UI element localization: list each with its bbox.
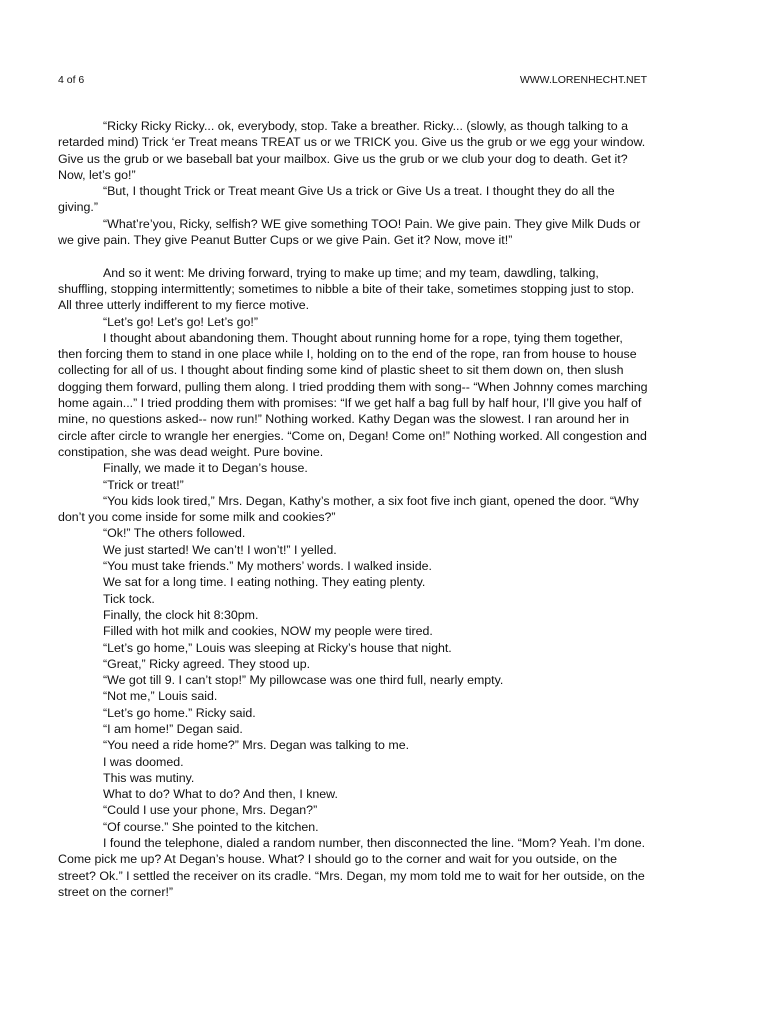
paragraph: “We got till 9. I can’t stop!” My pillowcase was one third full, nearly empty. <box>103 673 504 688</box>
paragraph: “You need a ride home?” Mrs. Degan was talking to me. <box>103 738 410 753</box>
paragraph: “Could I use your phone, Mrs. Degan?” <box>103 803 318 818</box>
paragraph: “Of course.” She pointed to the kitchen. <box>103 819 319 834</box>
paragraph: “Ricky Ricky Ricky... ok, everybody, stop. Take a breather. Ricky... (slowly, as though talking to a retarded mind) Trick ‘er Treat means TREAT us or we TRICK you. Give us the grub or we egg your window. Give us the grub or we baseball bat your mailbox. Give us the grub or we club your dog to death. Get it? Now, let’s go!” <box>58 119 646 182</box>
paragraph: I was doomed. <box>103 754 184 769</box>
paragraph: “You kids look tired,” Mrs. Degan, Kathy’s mother, a six foot five inch giant, opened the door. “Why don’t you come inside for some milk and cookies?” <box>58 493 639 525</box>
paragraph: “But, I thought Trick or Treat meant Give Us a trick or Give Us a treat. I thought they do all the giving.” <box>58 184 615 215</box>
paragraph: We sat for a long time. I eating nothing. They eating plenty. <box>103 575 426 590</box>
paragraph: “Great,” Ricky agreed. They stood up. <box>103 656 311 671</box>
paragraph: What to do? What to do? And then, I knew. <box>103 787 338 802</box>
paragraph: I found the telephone, dialed a random number, then disconnected the line. “Mom? Yeah. I’m done. Come pick me up? At Degan’s house. What? I should go to the corner and wait for you outside, on the street? Ok.” I settled the receiver on its cradle. “Mrs. Degan, my mom told me to wait for her outside, on the street on the corner!” <box>58 836 646 899</box>
paragraph: “Let’s go home.” Ricky said. <box>103 705 256 720</box>
paragraph: “What’re’you, Ricky, selfish? WE give something TOO! Pain. We give pain. They give Milk Duds or we give pain. They give Peanut Butter Cups or we give Pain. Get it? Now, move it!” <box>58 216 641 248</box>
paragraph-gap <box>58 248 650 264</box>
page-number: 4 of 6 <box>58 74 85 86</box>
website-url: WWW.LORENHECHT.NET <box>519 74 647 86</box>
paragraph: “You must take friends.” My mothers’ words. I walked inside. <box>103 559 432 574</box>
paragraph: “Trick or treat!” <box>103 477 184 492</box>
paragraph: Tick tock. <box>103 591 155 606</box>
paragraph: “Not me,” Louis said. <box>103 689 218 704</box>
paragraph: “I am home!” Degan said. <box>103 721 243 736</box>
paragraph: We just started! We can’t! I won’t!” I yelled. <box>103 542 337 557</box>
story-body <box>58 118 650 900</box>
paragraph: Filled with hot milk and cookies, NOW my people were tired. <box>103 624 433 639</box>
paragraph: This was mutiny. <box>103 770 195 785</box>
paragraph: And so it went: Me driving forward, trying to make up time; and my team, dawdling, talking, shuffling, stopping intermittently; sometimes to nibble a bite of their take, sometimes stopping just to stop. All three utterly indifferent to my fierce motive. <box>58 265 635 313</box>
paragraph: Finally, the clock hit 8:30pm. <box>103 607 259 622</box>
paragraph: “Let’s go! Let’s go! Let’s go!” <box>103 314 258 329</box>
paragraph: “Let’s go home,” Louis was sleeping at Ricky’s house that night. <box>103 640 452 655</box>
paragraph: Finally, we made it to Degan’s house. <box>103 461 308 476</box>
paragraph: I thought about abandoning them. Thought about running home for a rope, tying them together, then forcing them to stand in one place while I, holding on to the end of the rope, ran from house to house collecting for all of us. I thought about finding some kind of plastic sheet to sit them down on, then slush dogging them forward, pulling them along. I tried prodding them with song-- “When Johnny comes marching home again...” I tried prodding them with promises: “If we get half a bag full by half hour, I’ll give you half of mine, no questions asked-- now run!” Nothing worked. Kathy Degan was the slowest. I ran around her in circle after circle to wrangle her energies. “Come on, Degan! Come on!” Nothing worked. All congestion and constipation, she was dead weight. Pure bovine. <box>58 330 648 459</box>
paragraph: “Ok!” The others followed. <box>103 526 246 541</box>
